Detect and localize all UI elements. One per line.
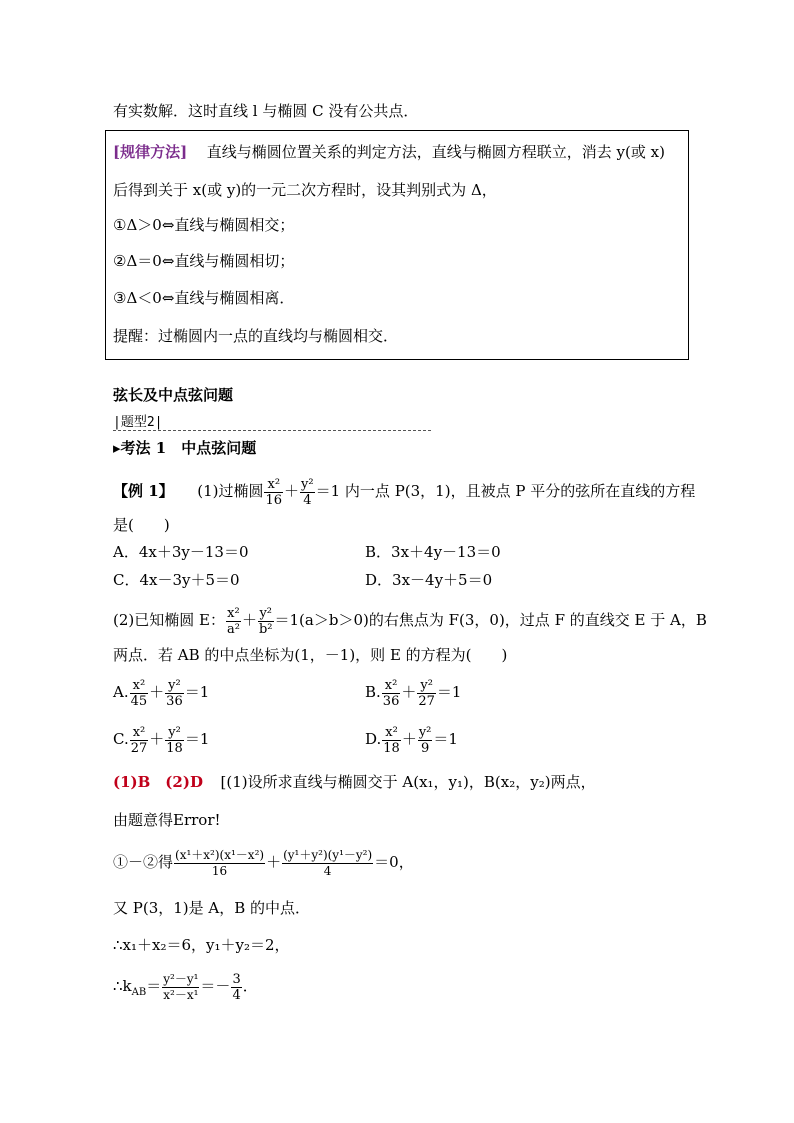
example-q2: (2)已知椭圆 E： $\frac{\text{x²}}{\text{a²}}$ ＋ $\frac{\text{y²}}{\text{b²}}$ ＝1(a＞b＞0)的右焦点为 F(3，0)，过点 F 的直线交 E 于 A，B <box>113 605 707 637</box>
option-2a: A. $\frac{\text{x²}}{45}$ ＋ $\frac{\text{y²}}{36}$ ＝1 <box>113 677 210 709</box>
box-line-2: 后得到关于 x(或 y)的一元二次方程时，设其判别式为 Δ， <box>113 181 497 199</box>
answer-line-6: $\therefore k_{AB}=$ $\frac{\text{y²－y¹}}{\text{x²－x¹}}$ ＝－ $\frac{3}{4}$ ． <box>113 971 258 1003</box>
answer-frac-y: $\frac{\text{(y¹＋y²)(y¹－y²)}}{4}$ <box>283 847 373 878</box>
box-item-3: ③Δ＜0⇔直线与椭圆相离． <box>113 289 295 307</box>
answer-key: (1)B (2)D <box>113 773 203 791</box>
option-2d: D. $\frac{\text{x²}}{18}$ ＋ $\frac{\text{y²}}{9}$ ＝1 <box>365 724 458 756</box>
q2-prefix: (2)已知椭圆 E： <box>113 611 225 629</box>
q1-frac-x: $\frac{\text{x²}}{16}$ <box>265 476 283 508</box>
example-q1: 【例 1】 (1)过椭圆 $\frac{\text{x²}}{16}$ ＋ $\frac{\text{y²}}{4}$ ＝1 内一点 P(3，1)，且被点 P 平分的弦所在直线的方程 <box>113 476 696 508</box>
option-2b: B. $\frac{\text{x²}}{36}$ ＋ $\frac{\text{y²}}{27}$ ＝1 <box>365 677 462 709</box>
option-2c: C. $\frac{\text{x²}}{27}$ ＋ $\frac{\text{y²}}{18}$ ＝1 <box>113 724 210 756</box>
answer-line-4: 又 P(3，1)是 A，B 的中点． <box>113 899 311 917</box>
type-tag: |题型2| <box>113 415 163 430</box>
box-line-1 <box>113 142 665 162</box>
slope-frac: $\frac{\text{y²－y¹}}{\text{x²－x¹}}$ <box>163 971 199 1002</box>
answer-line-1 <box>113 772 596 792</box>
rule-tag: [规律方法] <box>113 143 188 161</box>
answer-line-5: ∴x₁＋x₂＝6，y₁＋y₂＝2， <box>113 936 290 954</box>
q2-tail: 两点．若 AB 的中点坐标为(1，－1)，则 E 的方程为( ) <box>113 646 508 664</box>
q2-frac-x: $\frac{\text{x²}}{\text{a²}}$ <box>226 605 240 637</box>
q1-frac-y: $\frac{\text{y²}}{4}$ <box>301 476 314 508</box>
answer-line-3: ①－②得 $\frac{\text{(x¹＋x²)(x¹－x²)}}{16}$ ＋ $\frac{\text{(y¹＋y²)(y¹－y²)}}{4}$ ＝0， <box>113 847 414 878</box>
q1-tail: 是( ) <box>113 516 170 534</box>
option-1a: A．4x＋3y－13＝0 <box>113 543 249 561</box>
section-title: 弦长及中点弦问题 <box>113 386 234 404</box>
option-1b: B．3x＋4y－13＝0 <box>365 543 501 561</box>
q2-frac-y: $\frac{\text{y²}}{\text{b²}}$ <box>258 605 273 637</box>
answer-line-1-text: [(1)设所求直线与椭圆交于 A(x₁，y₁)，B(x₂，y₂)两点， <box>220 773 596 791</box>
answer-frac-x: $\frac{\text{(x¹＋x²)(x¹－x²)}}{16}$ <box>175 847 265 878</box>
q2-suffix: ＝1(a＞b＞0)的右焦点为 F(3，0)，过点 F 的直线交 E 于 A，B <box>274 611 707 629</box>
answer-line-2: 由题意得Error! <box>113 811 221 829</box>
box-item-2: ②Δ＝0⇔直线与椭圆相切； <box>113 252 295 270</box>
q1-suffix: ＝1 内一点 P(3，1)，且被点 P 平分的弦所在直线的方程 <box>315 482 696 500</box>
method-title: ▸考法 1 中点弦问题 <box>113 439 257 457</box>
box-line-1-text: 直线与椭圆位置关系的判定方法，直线与椭圆方程联立，消去 y(或 x) <box>206 143 665 161</box>
box-item-1: ①Δ＞0⇔直线与椭圆相交； <box>113 216 295 234</box>
dashed-divider <box>113 430 431 431</box>
example-label: 【例 1】 <box>113 482 174 500</box>
top-line: 有实数解．这时直线 l 与椭圆 C 没有公共点． <box>113 102 419 120</box>
option-1c: C．4x－3y＋5＝0 <box>113 571 240 589</box>
slope-value: $\frac{3}{4}$ <box>232 971 241 1003</box>
box-tip: 提醒：过椭圆内一点的直线均与椭圆相交． <box>113 327 399 345</box>
q1-prefix: (1)过椭圆 <box>197 482 264 500</box>
option-1d: D．3x－4y＋5＝0 <box>365 571 493 589</box>
